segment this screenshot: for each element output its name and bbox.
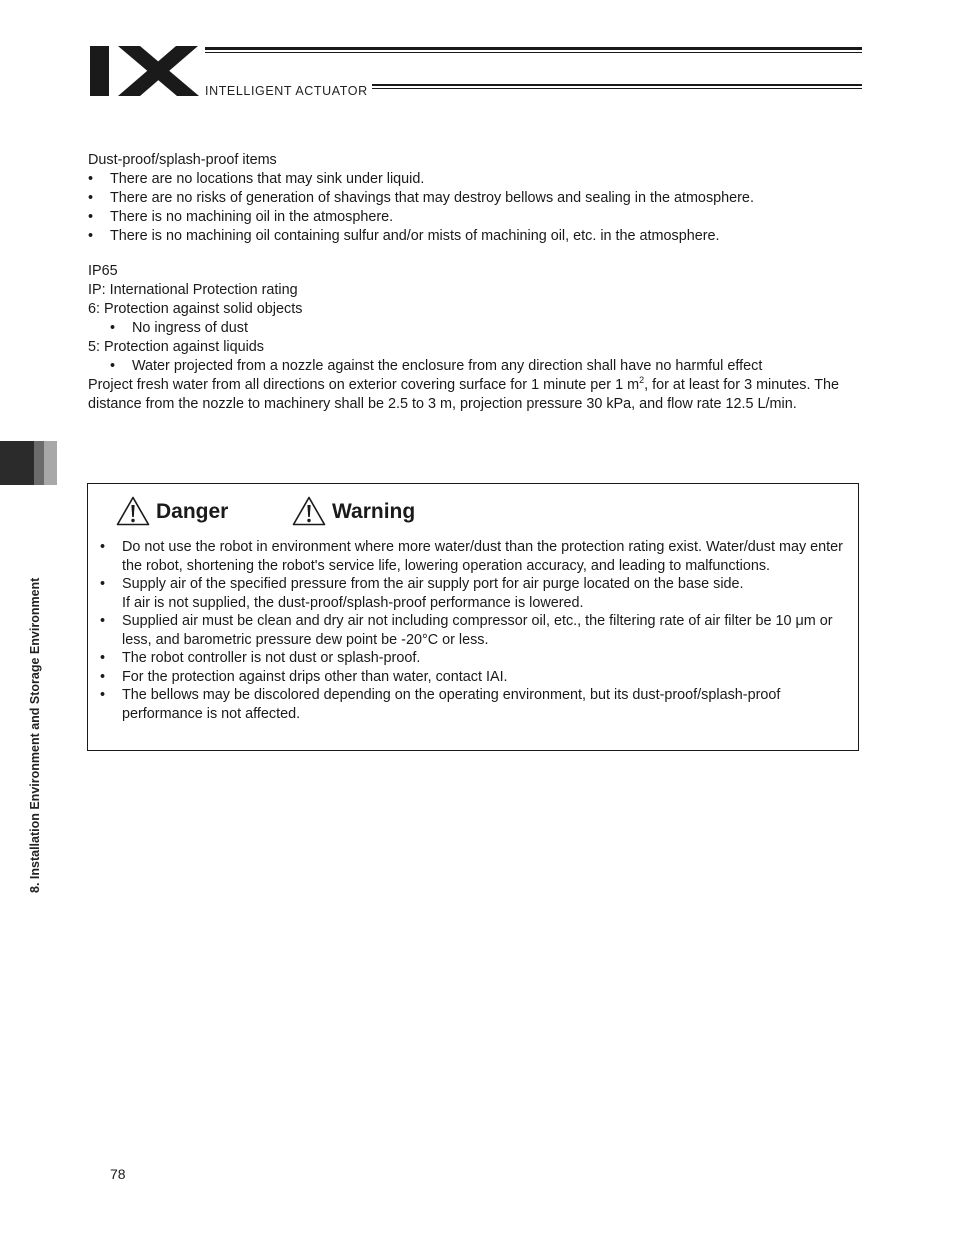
header-rule-top-thin [205,52,862,53]
list-item: • There is no machining oil containing sulfur and/or mists of machining oil, etc. in the atmosphere. [88,227,863,246]
header-rule-bottom [372,84,862,86]
ip65-title: IP65 [88,263,118,279]
list-item: • There are no risks of generation of shavings that may destroy bellows and sealing in the atmosphere. [88,189,863,208]
list-item: • Do not use the robot in environment where more water/dust than the protection rating exist. Water/dust may enter the robot, shortening the robot's service life, lowering operation accuracy, and leading to malfunctions. [100,538,845,575]
solid-protection-heading: 6: Protection against solid objects [88,301,303,317]
list-item: • Supply air of the specified pressure from the air supply port for air purge located on the base side. If air is not supplied, the dust-proof/splash-proof performance is lowered. [100,575,845,612]
solid-protection-list [88,319,863,338]
list-item: • There is no machining oil in the atmosphere. [88,208,863,227]
warning-triangle-icon [292,496,326,526]
main-content [88,151,863,414]
list-item: • There are no locations that may sink under liquid. [88,170,863,189]
header-rule-bottom-thin [372,88,862,89]
liquid-protection-list [88,357,863,376]
warning-list [100,538,845,723]
list-item: • Water projected from a nozzle against the enclosure from any direction shall have no harmful effect [88,357,863,376]
warning-triangle-icon [116,496,150,526]
list-item: • The bellows may be discolored depending on the operating environment, but its dust-proof/splash-proof performance is not affected. [100,686,845,723]
header-rule-top [205,47,862,50]
dustproof-title: Dust-proof/splash-proof items [88,152,277,168]
list-item: • Supplied air must be clean and dry air not including compressor oil, etc., the filtering rate of air filter be 10 μm or less, and barometric pressure dew point be -20°C or less. [100,612,845,649]
warning-box: Danger Warning • Do not use the robot in environment where more water/dust than the protection rating exist. Water/dust may enter the robot, shortening the robot's service life, lowering operation accuracy, and leading to malfunctions. • Supply air of the specified pressure from the air supply port for air purge located on the base side. If air is not supplied, the dust-proof/splash-proof performance is lowered. • Supplied air must be clean and dry air not including compressor oil, etc., the filtering rate of air filter be 10 μm or less, and barometric pressure dew point be -20°C or less. • The robot controller is not dust or splash-proof. • For the protection against drips other than water, contact IAI. • The bellows may be discolored depending on the operating environment, but its dust-proof/splash-proof performance is not affected. [87,483,859,751]
liquid-protection-heading: 5: Protection against liquids [88,339,264,355]
list-item: • No ingress of dust [88,319,863,338]
dustproof-list [88,170,863,246]
list-item: • For the protection against drips other than water, contact IAI. [100,668,845,687]
brand-name: INTELLIGENT ACTUATOR [205,84,368,98]
page-number: 78 [110,1166,126,1182]
list-item: • The robot controller is not dust or splash-proof. [100,649,845,668]
ip-definition: IP: International Protection rating [88,282,298,298]
page-header [0,0,954,110]
ix-logo [88,44,200,98]
chapter-label: 8. Installation Environment and Storage Environment [28,577,42,893]
ip65-description: Project fresh water from all directions on exterior covering surface for 1 minute per 1 $m^2$, for at least for 3 minutes. The distance from the nozzle to machinery shall be 2.5 to 3 m, projection pressure 30 kPa, and flow rate 12.5 L/min. [88,375,839,412]
